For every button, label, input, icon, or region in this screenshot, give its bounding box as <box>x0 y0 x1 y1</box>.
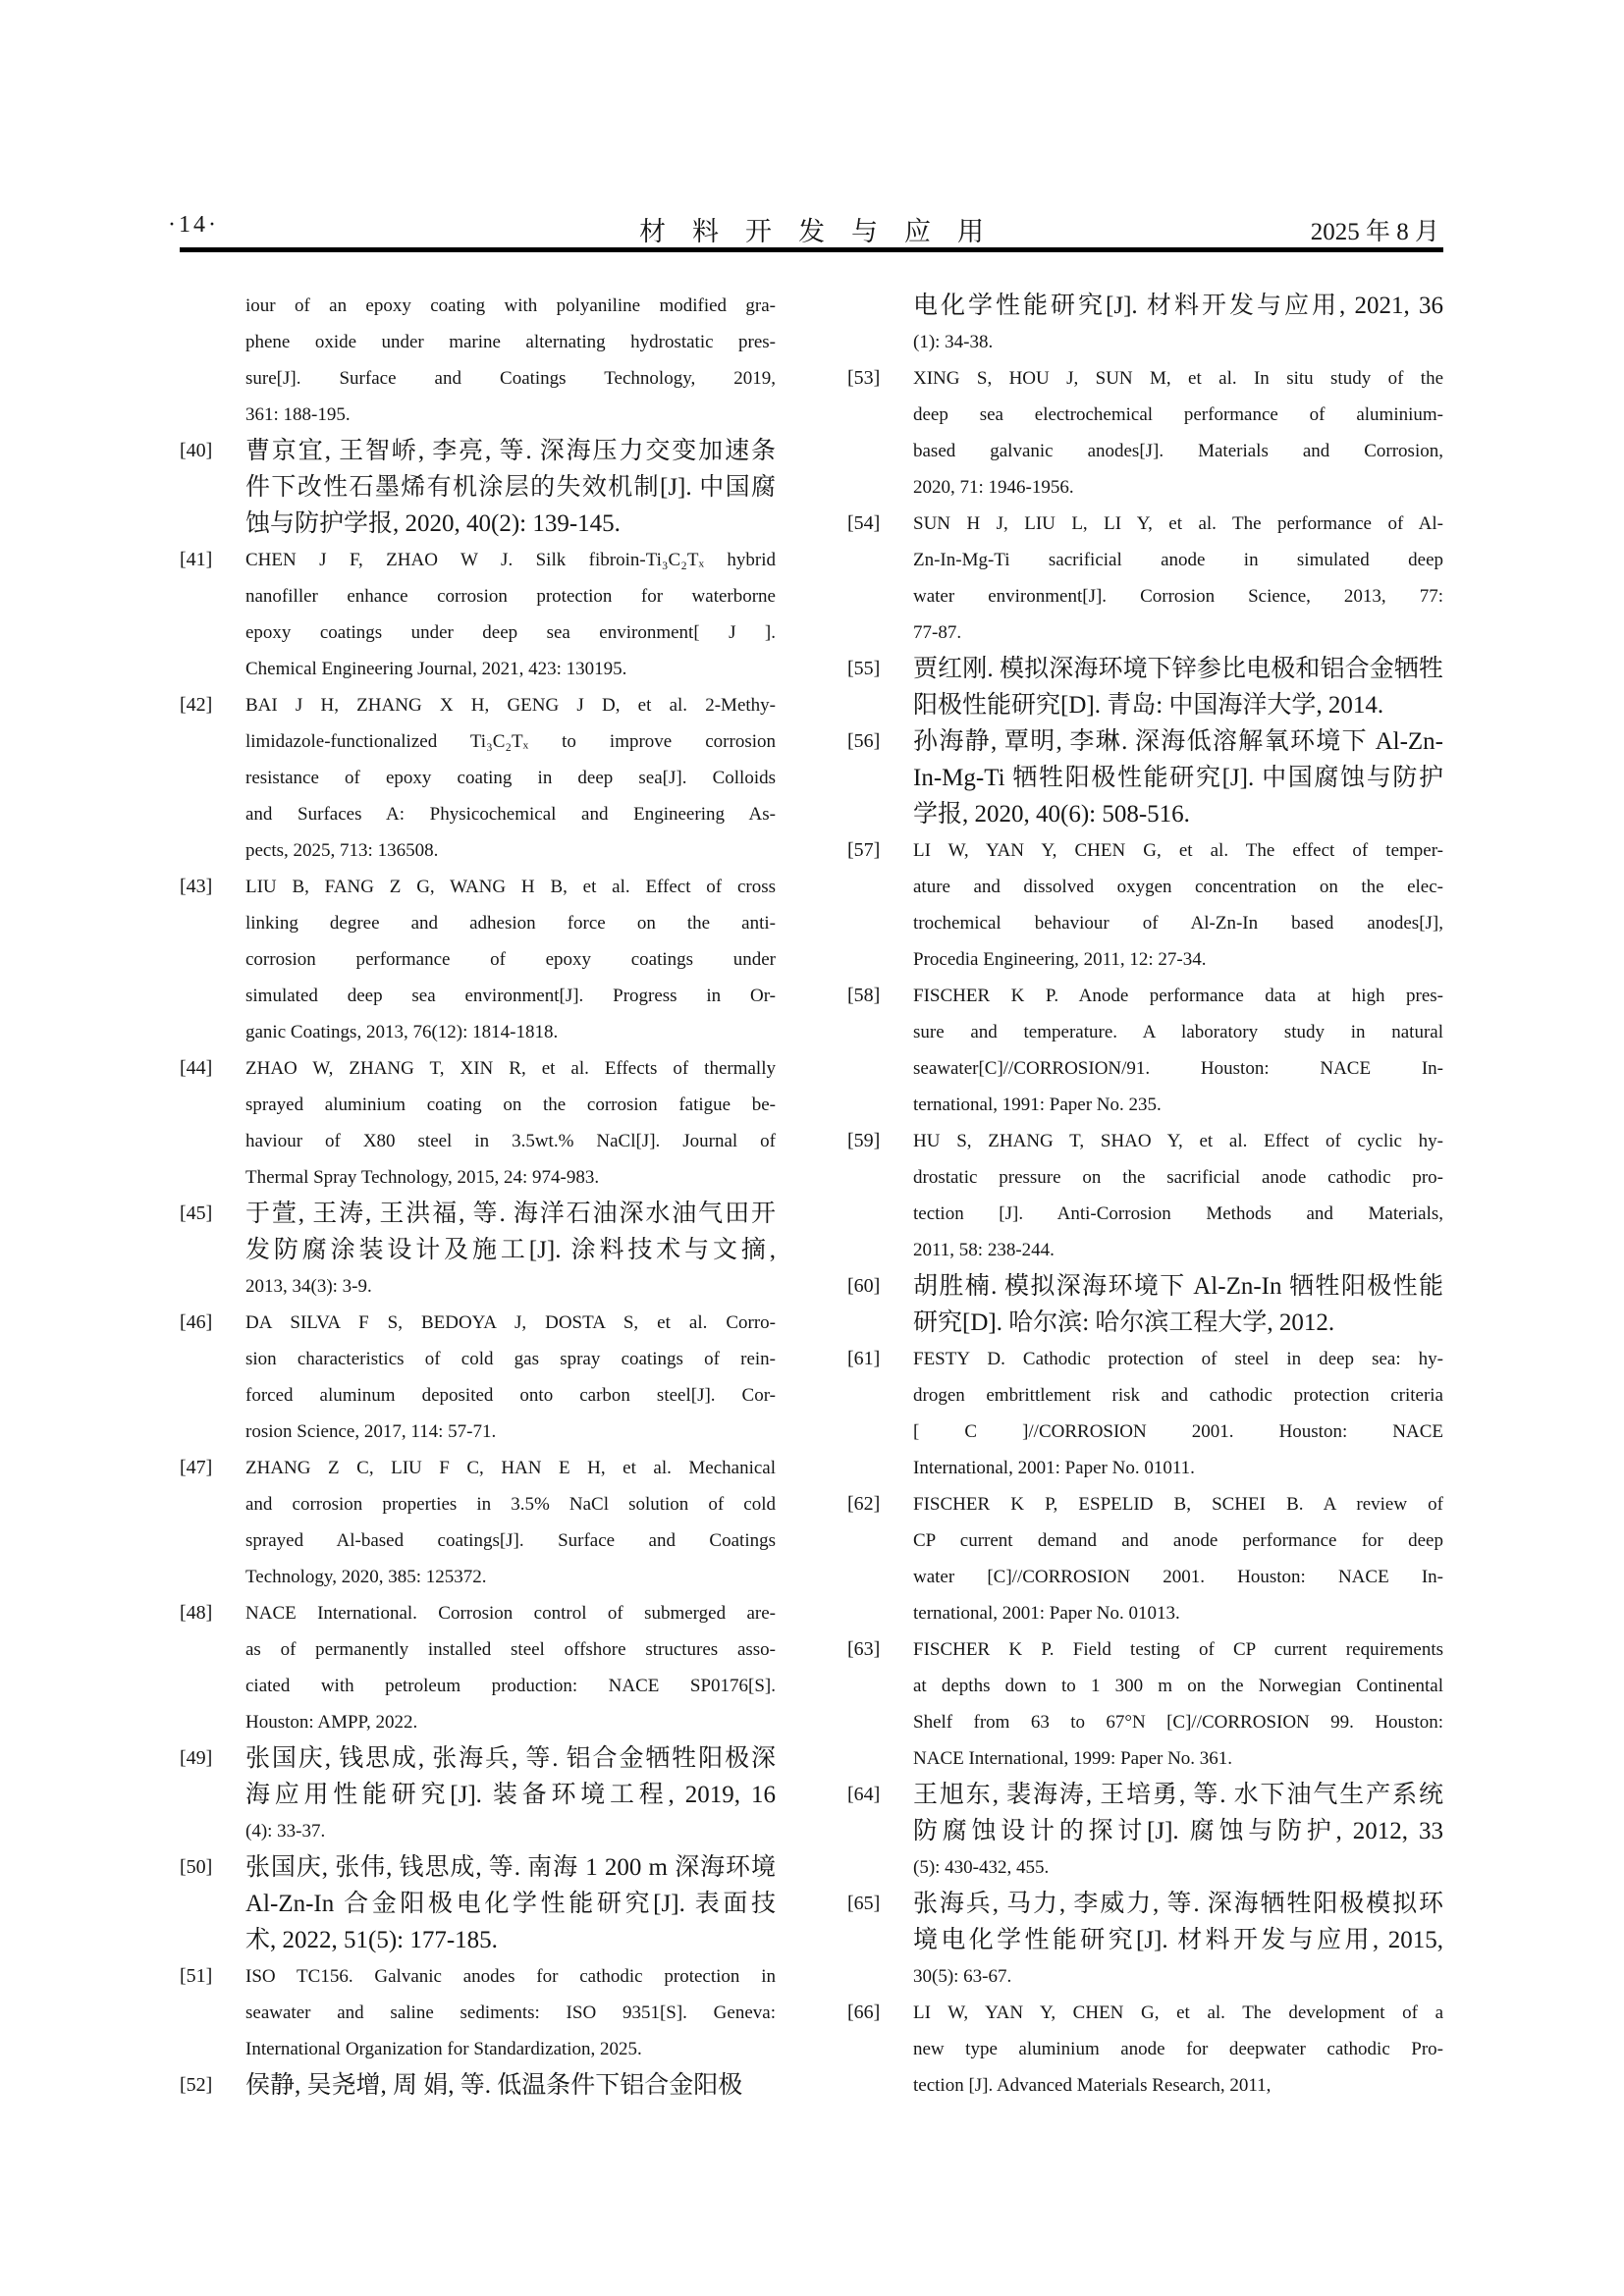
reference-line: NACE International. Corrosion control of submerged are- <box>245 1603 776 1624</box>
reference-number: [50] <box>180 1856 213 1878</box>
reference-item <box>180 1958 776 2067</box>
reference-line: Zn-In-Mg-Ti sacrificial anode in simulated deep <box>913 550 1443 570</box>
reference-line: FESTY D. Cathodic protection of steel in deep sea: hy- <box>913 1349 1443 1369</box>
reference-item <box>180 1050 776 1196</box>
reference-item <box>180 542 776 687</box>
reference-line: (1): 34-38. <box>913 332 994 352</box>
reference-number: [60] <box>847 1275 881 1297</box>
reference-line: tection [J]. Advanced Materials Research, 2011, <box>913 2075 1272 2096</box>
reference-number: [49] <box>180 1747 213 1769</box>
reference-number: [40] <box>180 440 213 461</box>
reference-item <box>180 1450 776 1595</box>
reference-item <box>180 1196 776 1305</box>
reference-line: 张国庆, 钱思成, 张海兵, 等. 铝合金牺牲阳极深 <box>245 1745 776 1772</box>
reference-item <box>847 360 1443 506</box>
reference-line: phene oxide under marine alternating hydrostatic pres- <box>245 332 776 352</box>
reference-number: [66] <box>847 2002 881 2023</box>
reference-line: 学报, 2020, 40(6): 508-516. <box>913 801 1190 828</box>
reference-line: based galvanic anodes[J]. Materials and Corrosion, <box>913 441 1443 461</box>
reference-line: forced aluminum deposited onto carbon steel[J]. Cor- <box>245 1385 776 1406</box>
reference-line: ganic Coatings, 2013, 76(12): 1814-1818. <box>245 1022 559 1042</box>
page-header <box>168 210 1443 246</box>
reference-line: 曹京宜, 王智峤, 李亮, 等. 深海压力交变加速条 <box>245 438 776 464</box>
reference-line: NACE International, 1999: Paper No. 361. <box>913 1748 1233 1769</box>
reference-line: Houston: AMPP, 2022. <box>245 1712 418 1733</box>
reference-line: 研究[D]. 哈尔滨: 哈尔滨工程大学, 2012. <box>913 1309 1335 1336</box>
reference-number: [59] <box>847 1130 881 1151</box>
reference-number: [48] <box>180 1602 213 1624</box>
reference-line: International, 2001: Paper No. 01011. <box>913 1458 1195 1478</box>
reference-line: LIU B, FANG Z G, WANG H B, et al. Effect of cross <box>245 877 776 897</box>
reference-line: ternational, 2001: Paper No. 01013. <box>913 1603 1180 1624</box>
reference-number: [64] <box>847 1784 881 1805</box>
reference-line: water [C]//CORROSION 2001. Houston: NACE In- <box>913 1567 1443 1587</box>
reference-line: LI W, YAN Y, CHEN G, et al. The effect of temper- <box>913 840 1443 861</box>
reference-line: 2011, 58: 238-244. <box>913 1240 1055 1260</box>
reference-line: ciated with petroleum production: NACE SP0176[S]. <box>245 1676 776 1696</box>
reference-line: tection [J]. Anti-Corrosion Methods and Materials, <box>913 1203 1443 1224</box>
reference-number: [56] <box>847 730 881 752</box>
reference-line: sprayed aluminium coating on the corrosion fatigue be- <box>245 1095 776 1115</box>
reference-line: HU S, ZHANG T, SHAO Y, et al. Effect of cyclic hy- <box>913 1131 1443 1151</box>
reference-line: BAI J H, ZHANG X H, GENG J D, et al. 2-Methy- <box>245 695 776 716</box>
reference-line: linking degree and adhesion force on the anti- <box>245 913 776 934</box>
reference-line: haviour of X80 steel in 3.5wt.% NaCl[J]. Journal of <box>245 1131 776 1151</box>
reference-line: and Surfaces A: Physicochemical and Engineering As- <box>245 804 776 825</box>
reference-line: Technology, 2020, 385: 125372. <box>245 1567 487 1587</box>
references-right-column <box>847 288 1443 2104</box>
reference-line: FISCHER K P. Anode performance data at high pres- <box>913 986 1443 1006</box>
reference-line: Procedia Engineering, 2011, 12: 27-34. <box>913 949 1207 970</box>
reference-line: Shelf from 63 to 67°N [C]//CORROSION 99. Houston: <box>913 1712 1443 1733</box>
reference-number: [54] <box>847 512 881 534</box>
reference-line: and corrosion properties in 3.5% NaCl solution of cold <box>245 1494 776 1515</box>
reference-line: sprayed Al-based coatings[J]. Surface and Coatings <box>245 1530 776 1551</box>
reference-line: deep sea electrochemical performance of aluminium- <box>913 404 1443 425</box>
reference-line: resistance of epoxy coating in deep sea[J]. Colloids <box>245 768 776 788</box>
references-left-column <box>180 288 776 2104</box>
reference-line: drostatic pressure on the sacrificial anode cathodic pro- <box>913 1167 1443 1188</box>
reference-number: [43] <box>180 876 213 897</box>
reference-line: [ C ]//CORROSION 2001. Houston: NACE <box>913 1421 1443 1442</box>
reference-line: Thermal Spray Technology, 2015, 24: 974-983. <box>245 1167 600 1188</box>
reference-line: as of permanently installed steel offshore structures asso- <box>245 1639 776 1660</box>
reference-line: seawater and saline sediments: ISO 9351[S]. Geneva: <box>245 2002 776 2023</box>
reference-line: CP current demand and anode performance for deep <box>913 1530 1443 1551</box>
reference-line: sion characteristics of cold gas spray coatings of rein- <box>245 1349 776 1369</box>
reference-number: [47] <box>180 1457 213 1478</box>
reference-number: [63] <box>847 1638 881 1660</box>
reference-line: new type aluminium anode for deepwater cathodic Pro- <box>913 2039 1443 2059</box>
reference-number: [52] <box>180 2074 213 2096</box>
reference-line: drogen embrittlement risk and cathodic protection criteria <box>913 1385 1443 1406</box>
reference-line: 境电化学性能研究[J]. 材料开发与应用, 2015, <box>913 1927 1443 1953</box>
reference-item <box>180 869 776 1050</box>
reference-line: sure[J]. Surface and Coatings Technology, 2019, <box>245 368 776 389</box>
reference-item <box>847 1123 1443 1268</box>
reference-columns <box>180 288 1443 2104</box>
reference-line: 2013, 34(3): 3-9. <box>245 1276 372 1297</box>
reference-item <box>180 288 776 433</box>
reference-item <box>180 2067 776 2104</box>
reference-line: 发防腐涂装设计及施工[J]. 涂料技术与文摘, <box>245 1237 776 1263</box>
reference-number: [42] <box>180 694 213 716</box>
reference-number: [57] <box>847 839 881 861</box>
reference-line: ZHAO W, ZHANG T, XIN R, et al. Effects of thermally <box>245 1058 776 1079</box>
reference-number: [41] <box>180 549 213 570</box>
reference-item <box>847 506 1443 651</box>
page-number: ·14· <box>168 212 219 238</box>
reference-item <box>847 1886 1443 1995</box>
reference-line: ternational, 1991: Paper No. 235. <box>913 1095 1162 1115</box>
reference-line: seawater[C]//CORROSION/91. Houston: NACE In- <box>913 1058 1443 1079</box>
reference-item <box>180 687 776 869</box>
reference-line: 防腐蚀设计的探讨[J]. 腐蚀与防护, 2012, 33 <box>913 1818 1443 1844</box>
reference-line: 张海兵, 马力, 李威力, 等. 深海牺牲阳极模拟环 <box>913 1891 1443 1917</box>
reference-line: ature and dissolved oxygen concentration on the elec- <box>913 877 1443 897</box>
reference-line: (4): 33-37. <box>245 1821 326 1842</box>
journal-title: 材料开发与应用 <box>639 217 1010 246</box>
reference-line: FISCHER K P. Field testing of CP current requirements <box>913 1639 1443 1660</box>
reference-line: In-Mg-Ti 牺牲阳极性能研究[J]. 中国腐蚀与防护 <box>913 765 1443 791</box>
reference-line: 王旭东, 裴海涛, 王培勇, 等. 水下油气生产系统 <box>913 1782 1443 1808</box>
reference-line: 30(5): 63-67. <box>913 1966 1012 1987</box>
reference-line: limidazole-functionalized Ti₃C₂Tₓ to improve corrosion <box>245 731 776 752</box>
reference-line: iour of an epoxy coating with polyaniline modified gra- <box>245 295 776 316</box>
reference-line: 于萱, 王涛, 王洪福, 等. 海洋石油深水油气田开 <box>245 1201 776 1227</box>
reference-line: FISCHER K P, ESPELID B, SCHEI B. A review of <box>913 1494 1443 1515</box>
reference-line: LI W, YAN Y, CHEN G, et al. The development of a <box>913 2002 1443 2023</box>
reference-item <box>847 1777 1443 1886</box>
reference-line: nanofiller enhance corrosion protection for waterborne <box>245 586 776 607</box>
reference-line: 阳极性能研究[D]. 青岛: 中国海洋大学, 2014. <box>913 692 1384 719</box>
reference-item <box>847 978 1443 1123</box>
reference-line: 侯静, 吴尧增, 周 娟, 等. 低温条件下铝合金阳极 <box>245 2072 743 2099</box>
reference-line: 蚀与防护学报, 2020, 40(2): 139-145. <box>245 510 621 537</box>
reference-line: 术, 2022, 51(5): 177-185. <box>245 1927 498 1953</box>
reference-number: [65] <box>847 1893 881 1914</box>
reference-item <box>180 1595 776 1740</box>
reference-line: XING S, HOU J, SUN M, et al. In situ study of the <box>913 368 1443 389</box>
reference-line: 贾红刚. 模拟深海环境下锌参比电极和铝合金牺牲 <box>913 656 1443 682</box>
reference-item <box>847 832 1443 978</box>
reference-number: [53] <box>847 367 881 389</box>
reference-item <box>847 1486 1443 1631</box>
reference-number: [51] <box>180 1965 213 1987</box>
reference-number: [55] <box>847 658 881 679</box>
reference-line: DA SILVA F S, BEDOYA J, DOSTA S, et al. Corro- <box>245 1312 776 1333</box>
reference-line: 电化学性能研究[J]. 材料开发与应用, 2021, 36 <box>913 293 1443 319</box>
reference-line: 胡胜楠. 模拟深海环境下 Al-Zn-In 牺牲阳极性能 <box>913 1273 1443 1300</box>
reference-line: 77-87. <box>913 622 962 643</box>
reference-line: simulated deep sea environment[J]. Progress in Or- <box>245 986 776 1006</box>
reference-line: SUN H J, LIU L, LI Y, et al. The performance of Al- <box>913 513 1443 534</box>
reference-item <box>180 1305 776 1450</box>
reference-line: 张国庆, 张伟, 钱思成, 等. 南海 1 200 m 深海环境 <box>245 1854 776 1881</box>
reference-item <box>180 1849 776 1958</box>
reference-item <box>847 723 1443 832</box>
issue-date: 2025 年 8 月 <box>1310 219 1439 245</box>
reference-item <box>847 1341 1443 1486</box>
reference-line: ISO TC156. Galvanic anodes for cathodic protection in <box>245 1966 776 1987</box>
reference-item <box>847 1995 1443 2104</box>
reference-item <box>847 651 1443 723</box>
reference-line: corrosion performance of epoxy coatings under <box>245 949 776 970</box>
reference-number: [46] <box>180 1311 213 1333</box>
reference-line: rosion Science, 2017, 114: 57-71. <box>245 1421 497 1442</box>
reference-number: [58] <box>847 985 881 1006</box>
reference-number: [61] <box>847 1348 881 1369</box>
reference-line: at depths down to 1 300 m on the Norwegian Continental <box>913 1676 1443 1696</box>
reference-line: epoxy coatings under deep sea environment[ J ]. <box>245 622 776 643</box>
reference-item <box>847 288 1443 360</box>
reference-line: trochemical behaviour of Al-Zn-In based anodes[J], <box>913 913 1443 934</box>
reference-line: (5): 430-432, 455. <box>913 1857 1050 1878</box>
reference-line: 件下改性石墨烯有机涂层的失效机制[J]. 中国腐 <box>245 474 776 501</box>
reference-number: [45] <box>180 1202 213 1224</box>
reference-line: water environment[J]. Corrosion Science, 2013, 77: <box>913 586 1443 607</box>
reference-line: ZHANG Z C, LIU F C, HAN E H, et al. Mechanical <box>245 1458 776 1478</box>
reference-number: [44] <box>180 1057 213 1079</box>
reference-item <box>180 1740 776 1849</box>
reference-line: 孙海静, 覃明, 李琳. 深海低溶解氧环境下 Al-Zn- <box>913 728 1443 755</box>
reference-item <box>847 1631 1443 1777</box>
reference-line: sure and temperature. A laboratory study in natural <box>913 1022 1443 1042</box>
reference-line: International Organization for Standardization, 2025. <box>245 2039 642 2059</box>
reference-line: 2020, 71: 1946-1956. <box>913 477 1074 498</box>
reference-number: [62] <box>847 1493 881 1515</box>
reference-line: 海应用性能研究[J]. 装备环境工程, 2019, 16 <box>245 1782 776 1808</box>
reference-line: 361: 188-195. <box>245 404 351 425</box>
reference-line: Al-Zn-In 合金阳极电化学性能研究[J]. 表面技 <box>245 1891 776 1917</box>
reference-line: CHEN J F, ZHAO W J. Silk fibroin-Ti₃C₂Tₓ hybrid <box>245 550 776 570</box>
reference-line: Chemical Engineering Journal, 2021, 423: 130195. <box>245 659 627 679</box>
reference-line: pects, 2025, 713: 136508. <box>245 840 439 861</box>
reference-item <box>847 1268 1443 1341</box>
reference-item <box>180 433 776 542</box>
